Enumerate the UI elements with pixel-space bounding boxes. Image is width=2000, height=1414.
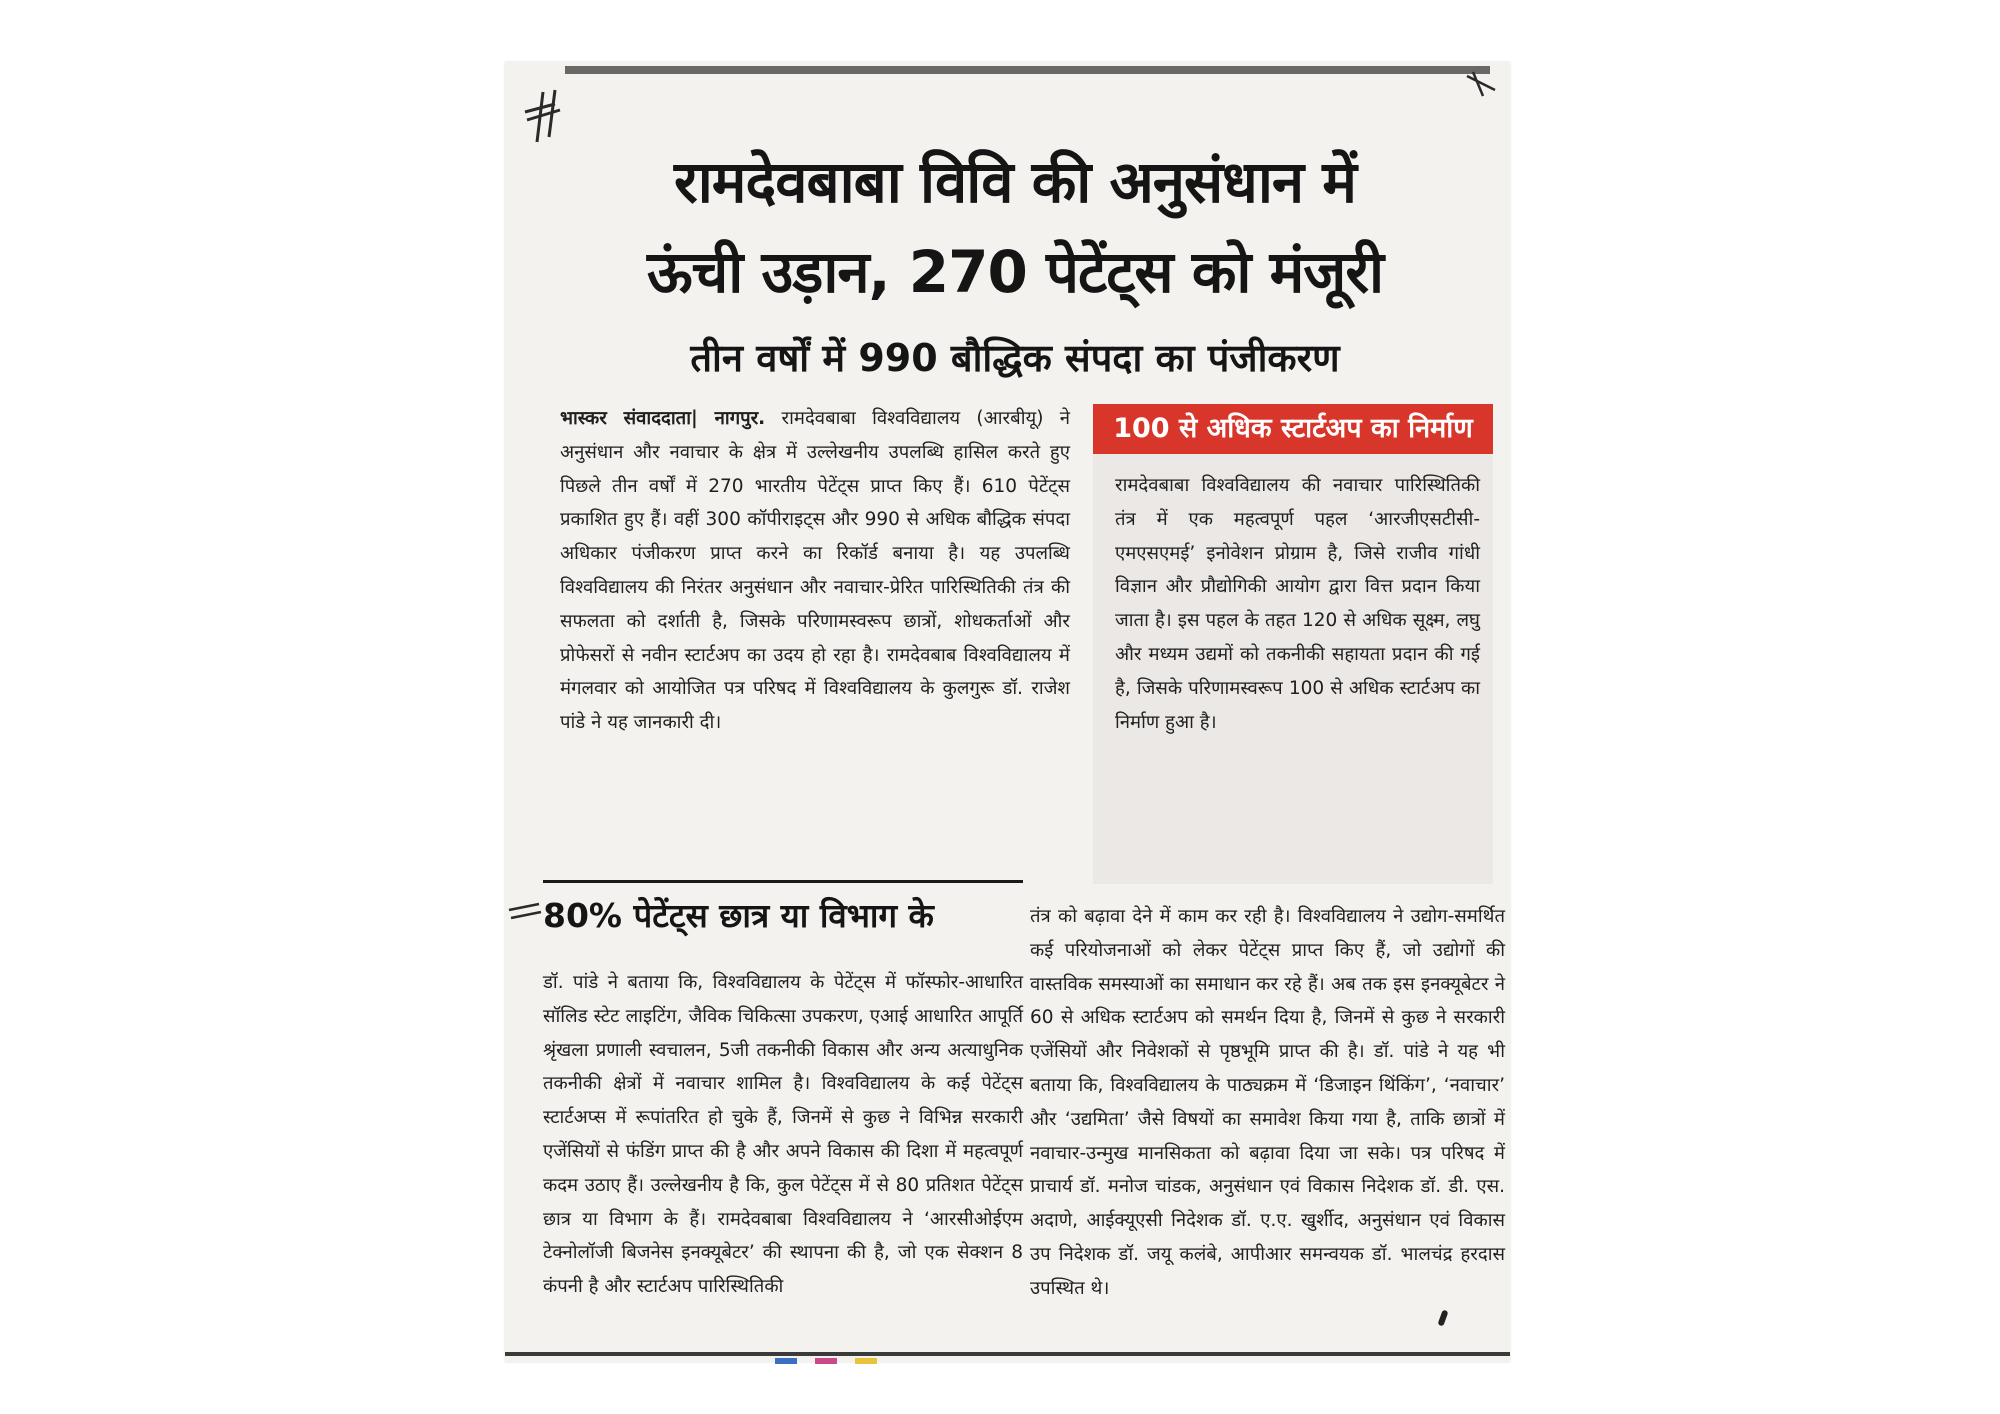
pen-mark-section xyxy=(505,890,545,930)
intro-paragraph xyxy=(560,402,1070,740)
pen-dot xyxy=(1437,1309,1448,1326)
section-right-column: तंत्र को बढ़ावा देने में काम कर रही है। विश्वविद्यालय ने उद्योग-समर्थित कई परियोजनाओं को लेकर पेटेंट्स प्राप्त किए हैं, जो उद्योगों की वास्तविक समस्याओं का समाधान कर रहे हैं। अब तक इस इनक्यूबेटर ने 60 से अधिक स्टार्टअप को समर्थन दिया है, जिनमें से कुछ ने सरकारी एजेंसियों और निवेशकों से पृष्ठभूमि प्राप्त की है। डॉ. पांडे ने यह भी बताया कि, विश्वविद्यालय के पाठ्यक्रम में ‘डिजाइन थिंकिंग’, ‘नवाचार’ और ‘उद्यमिता’ जैसे विषयों का समावेश किया गया है, ताकि छात्रों में नवाचार-उन्मुख मानसिकता को बढ़ावा दिया जा सके। पत्र परिषद में प्राचार्य डॉ. मनोज चांडक, अनुसंधान एवं विकास निदेशक डॉ. डी. एस. अदाणे, आईक्यूएसी निदेशक डॉ. ए.ए. खुर्शीद, अनुसंधान एवं विकास उप निदेशक डॉ. जयू कलंबे, आपीआर समन्वयक डॉ. भालचंद्र हरदास उपस्थित थे। xyxy=(1030,906,1505,1299)
subheadline: तीन वर्षों में 990 बौद्धिक संपदा का पंजीकरण xyxy=(690,336,1340,380)
print-registration-mark xyxy=(815,1358,837,1364)
headline-line-2: ऊंची उड़ान, 270 पेटेंट्स को मंजूरी xyxy=(646,238,1384,306)
bottom-rule xyxy=(505,1352,1510,1356)
newspaper-clipping xyxy=(505,62,1510,1362)
section-rule xyxy=(543,880,1023,883)
section-left-column: डॉ. पांडे ने बताया कि, विश्वविद्यालय के पेटेंट्स में फॉस्फोर-आधारित सॉलिड स्टेट लाइटिंग, जैविक चिकित्सा उपकरण, एआई आधारित आपूर्ति श्रृंखला प्रणाली स्वचालन, 5जी तकनीकी विकास और अन्य अत्याधुनिक तकनीकी क्षेत्रों में नवाचार शामिल है। विश्वविद्यालय के कई पेटेंट्स स्टार्टअप्स में रूपांतरित हो चुके हैं, जिनमें से कुछ ने विभिन्न सरकारी एजेंसियों से फंडिंग प्राप्त की है और अपने विकास की दिशा में महत्वपूर्ण कदम उठाए हैं। उल्लेखनीय है कि, कुल पेटेंट्स में से 80 प्रतिशत पेटेंट्स छात्र या विभाग के हैं। रामदेवबाबा विश्वविद्यालय ने ‘आरसीओईएम टेक्नोलॉजी बिजनेस इनक्यूबेटर’ की स्थापना की है, जो एक सेक्शन 8 कंपनी है और स्टार्टअप पारिस्थितिकी xyxy=(543,972,1023,1298)
pen-mark-top-right xyxy=(1465,70,1505,100)
byline: भास्कर संवाददाता| नागपुर. xyxy=(560,408,766,429)
sidebar-text: रामदेवबाबा विश्वविद्यालय की नवाचार पारिस्थितिकी तंत्र में एक महत्वपूर्ण पहल ‘आरजीएसटीसी-एमएसएमई’ इनोवेशन प्रोग्राम है, जिसे राजीव गांधी विज्ञान और प्रौद्योगिकी आयोग द्वारा वित्त प्रदान किया जाता है। इस पहल के तहत 120 से अधिक सूक्ष्म, लघु और मध्यम उद्यमों को तकनीकी सहायता प्रदान की गई है, जिसके परिणामस्वरूप 100 से अधिक स्टार्टअप का निर्माण हुआ है। xyxy=(1115,475,1480,733)
print-registration-mark xyxy=(855,1358,877,1364)
section-heading: 80% पेटेंट्स छात्र या विभाग के xyxy=(543,896,934,935)
sidebar-title: 100 से अधिक स्टार्टअप का निर्माण xyxy=(1093,404,1493,454)
intro-text: रामदेवबाबा विश्वविद्यालय (आरबीयू) ने अनुसंधान और नवाचार के क्षेत्र में उल्लेखनीय उपलब्धि हासिल करते हुए पिछले तीन वर्षों में 270 भारतीय पेटेंट्स प्राप्त किए हैं। 610 पेटेंट्स प्रकाशित हुए हैं। वहीं 300 कॉपीराइट्स और 990 से अधिक बौद्धिक संपदा अधिकार पंजीकरण प्राप्त करने का रिकॉर्ड बनाया है। यह उपलब्धि विश्वविद्यालय की निरंतर अनुसंधान और नवाचार-प्रेरित पारिस्थितिकी तंत्र की सफलता को दर्शाती है, जिसके परिणामस्वरूप छात्रों, शोधकर्ताओं और प्रोफेसरों से नवीन स्टार्टअप का उदय हो रहा है। रामदेवबाब विश्वविद्यालय में मंगलवार को आयोजित पत्र परिषद में विश्वविद्यालय के कुलगुरू डॉ. राजेश पांडे ने यह जानकारी दी। xyxy=(560,408,1071,734)
print-registration-mark xyxy=(775,1358,797,1364)
headline xyxy=(545,137,1485,317)
top-rule xyxy=(565,66,1490,74)
sidebar-box xyxy=(1093,404,1493,884)
headline-line-1: रामदेवबाबा विवि की अनुसंधान में xyxy=(674,148,1356,216)
